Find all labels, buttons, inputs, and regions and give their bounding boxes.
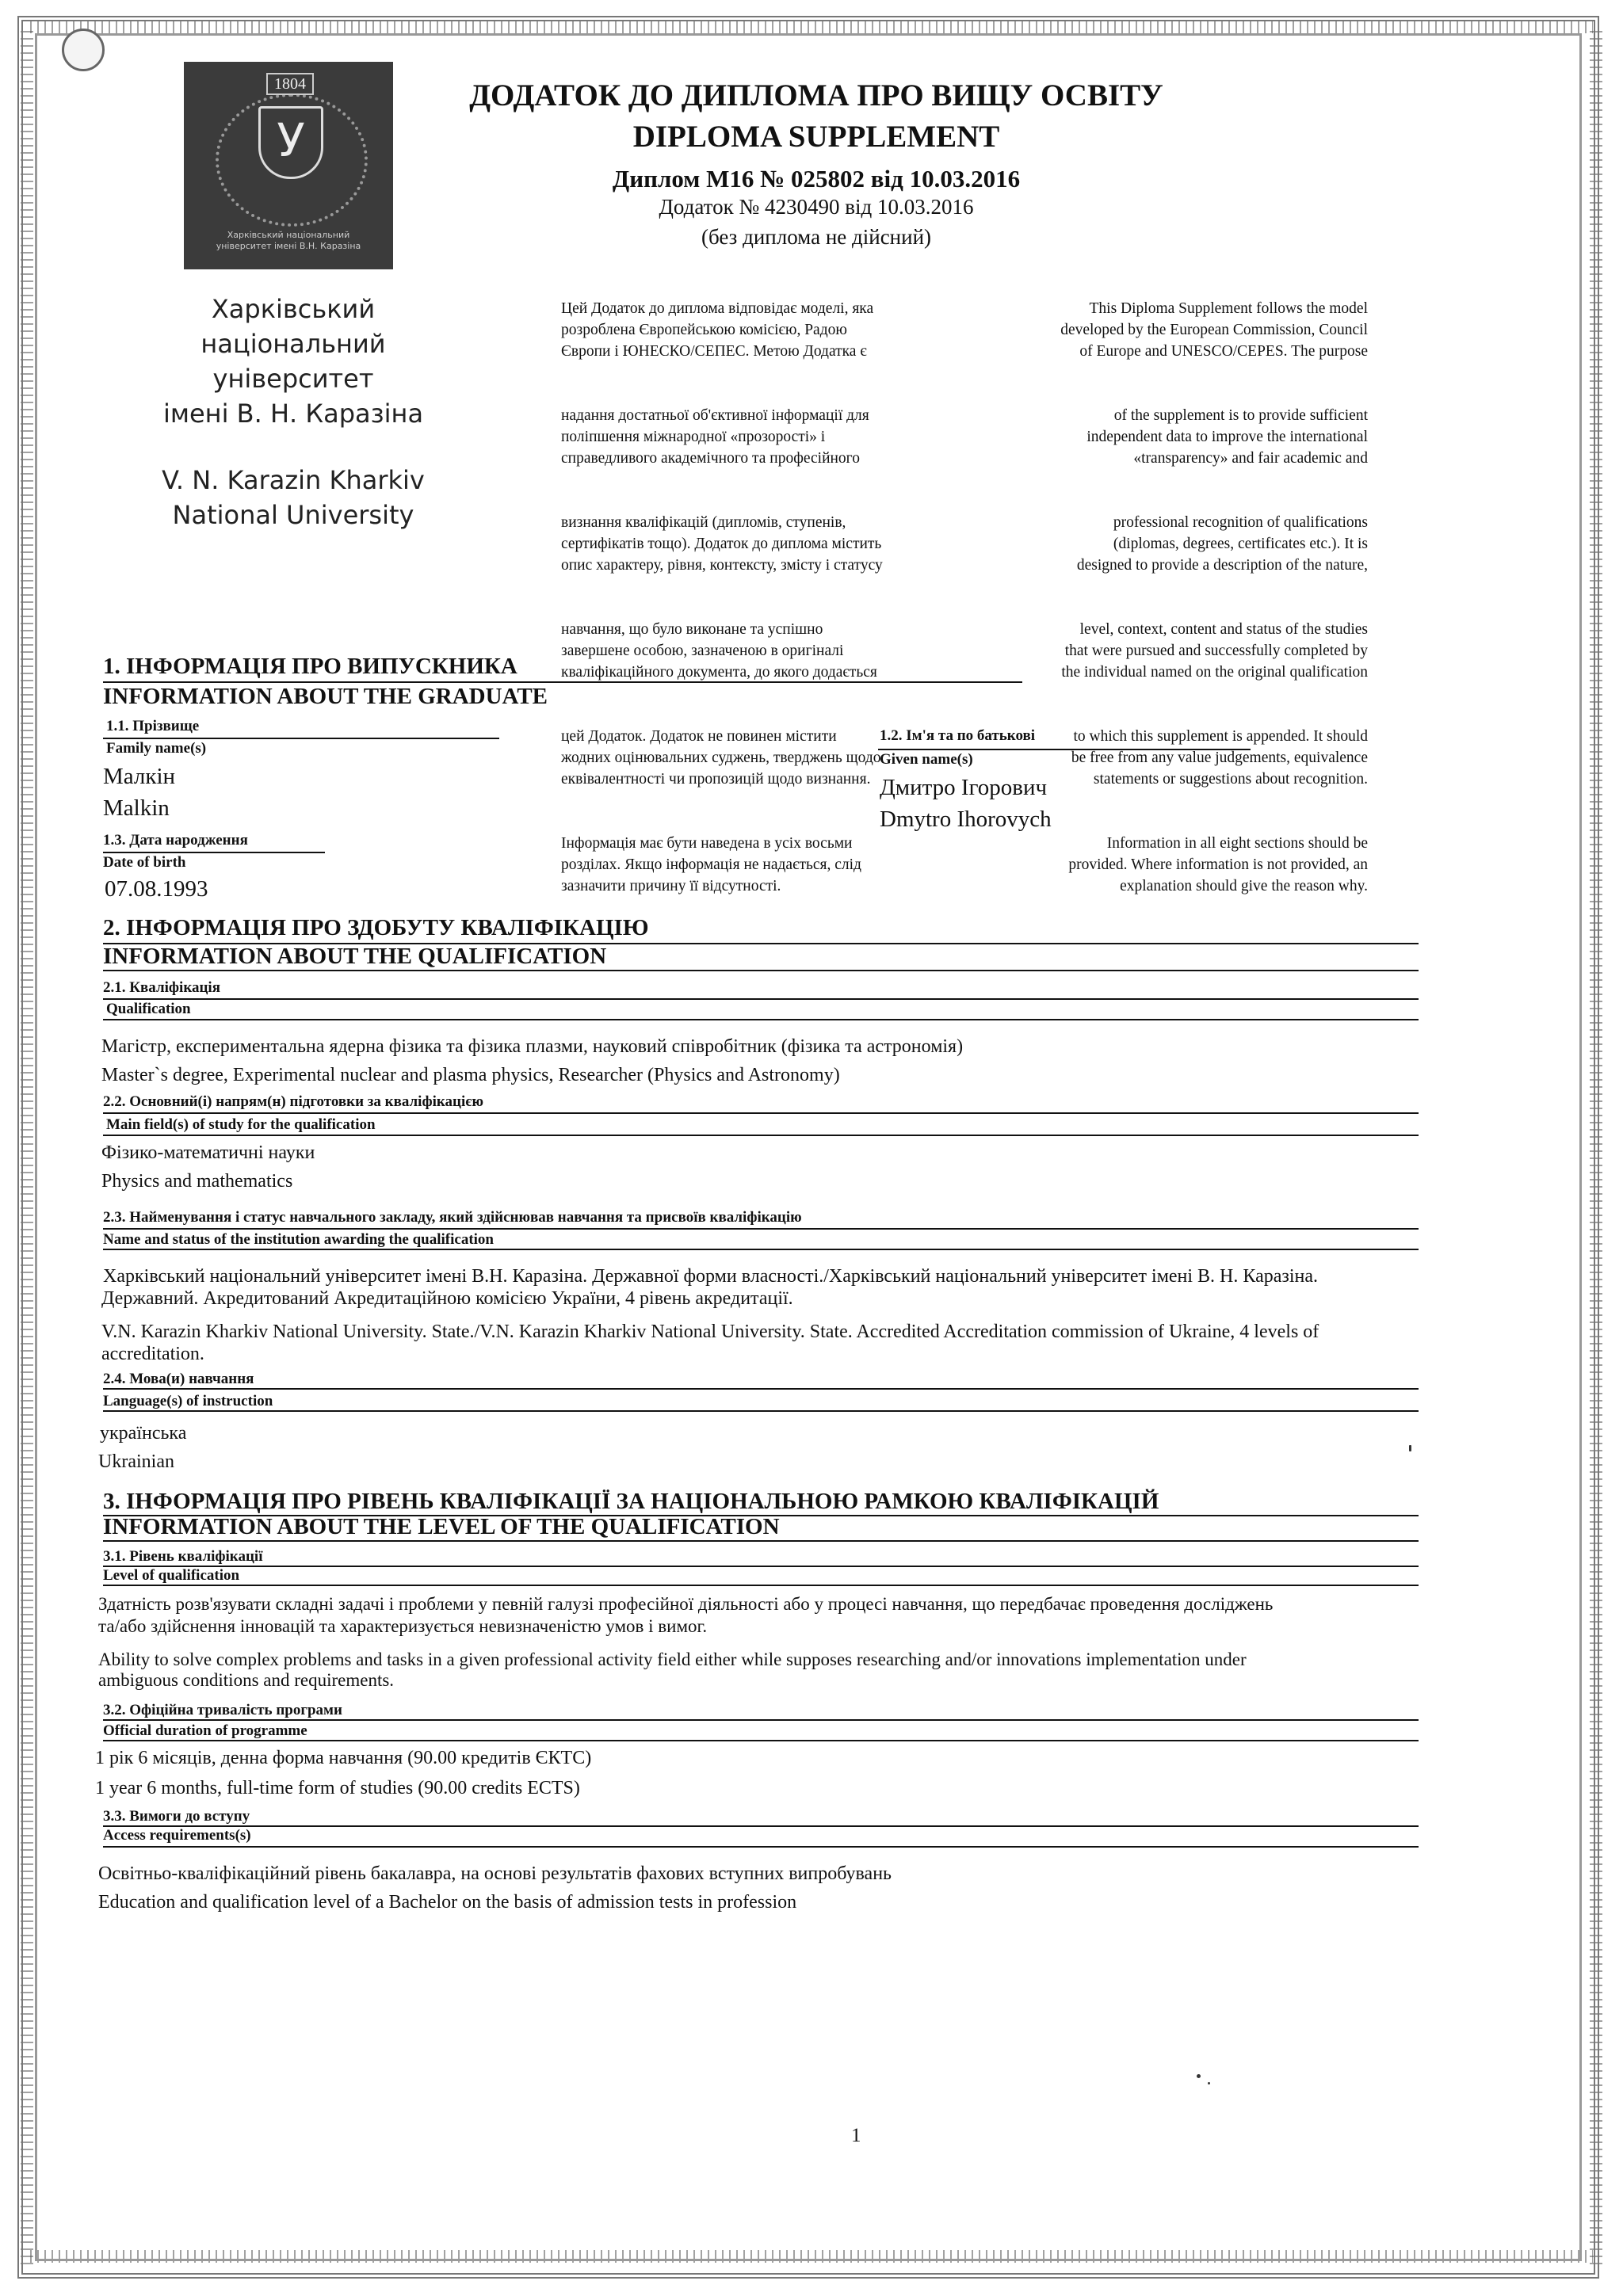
given-name-uk: Дмитро Ігорович — [880, 775, 1048, 800]
language-label-en: Language(s) of instruction — [103, 1393, 273, 1409]
divider — [103, 1846, 1419, 1848]
divider — [103, 1135, 1419, 1136]
document-title-en: DIPLOMA SUPPLEMENT — [632, 120, 1000, 154]
divider — [103, 1740, 1419, 1741]
section1-title-uk: 1. ІНФОРМАЦІЯ ПРО ВИПУСКНИКА — [103, 654, 517, 679]
institution-label-en: Name and status of the institution awarding the qualification — [103, 1231, 494, 1248]
language-en: Ukrainian — [98, 1451, 174, 1472]
access-label-uk: 3.3. Вимоги до вступу — [103, 1808, 250, 1825]
divider — [103, 1112, 1419, 1114]
qualification-label-en: Qualification — [106, 1001, 191, 1017]
logo-caption: Харківський національний університет імені В.Н. Каразіна — [216, 230, 361, 251]
duration-label-uk: 3.2. Офіційна тривалість програми — [103, 1702, 342, 1718]
level-en-line2: ambiguous conditions and requirements. — [98, 1670, 395, 1690]
shield-icon: У — [258, 106, 323, 179]
diploma-number: Диплом М16 № 025802 від 10.03.2016 — [612, 165, 1021, 193]
divider — [103, 970, 1419, 971]
access-en: Education and qualification level of a Bachelor on the basis of admission tests in profession — [98, 1892, 797, 1913]
field-uk: Фізико-математичні науки — [101, 1142, 315, 1163]
divider — [103, 1388, 1419, 1390]
institution-uk-line2: Державний. Акредитований Акредитаційною комісією України, 4 рівень акредитації. — [101, 1288, 793, 1309]
logo-year: 1804 — [266, 73, 314, 95]
section2-title-uk: 2. ІНФОРМАЦІЯ ПРО ЗДОБУТУ КВАЛІФІКАЦІЮ — [103, 915, 649, 940]
family-name-uk: Малкін — [103, 764, 176, 789]
given-name-label-en: Given name(s) — [880, 751, 973, 768]
level-uk-line2: та/або здійснення інновацій та характеризується невизначеністю умов і вимог. — [98, 1616, 708, 1636]
family-name-en: Malkin — [103, 795, 170, 821]
qualification-en: Master`s degree, Experimental nuclear and plasma physics, Researcher (Physics and Astronomy) — [101, 1065, 840, 1085]
divider — [103, 852, 325, 853]
given-name-en: Dmytro Ihorovych — [880, 807, 1052, 832]
field-en: Physics and mathematics — [101, 1171, 293, 1192]
given-name-label-uk: 1.2. Ім'я та по батькові — [880, 727, 1036, 744]
qualification-label-uk: 2.1. Кваліфікація — [103, 979, 220, 996]
access-label-en: Access requirements(s) — [103, 1827, 251, 1844]
duration-en: 1 year 6 months, full-time form of studies (90.00 credits ECTS) — [95, 1778, 580, 1798]
duration-label-en: Official duration of programme — [103, 1722, 307, 1739]
divider — [878, 749, 1251, 750]
dob-value: 07.08.1993 — [105, 876, 208, 902]
divider — [103, 998, 1419, 1000]
university-name-en: V. N. Karazin Kharkiv National University — [162, 465, 425, 530]
language-label-uk: 2.4. Мова(и) навчання — [103, 1371, 254, 1387]
intro-text-en: This Diploma Supplement follows the model developed by the European Commission, Council of Europe and UNESCO/CEPES. The purpose of the supplement is to provide sufficient independent data to improve the international «transparency» and fair academic and professional recognition of qualifications (diplomas, degrees, certificates etc.). It is designed to provide a description of the nature, level, context, content and status of the studies that were pursued and successfully completed by the individual named on the original qualification to which this supplement is appended. It should be free from any value judgements, equivalence statements or suggestions about recognition. Information in all eight sections should be provided. Where information is not provided, an explanation should give the reason why. — [1060, 300, 1368, 894]
dob-label-en: Date of birth — [103, 854, 186, 871]
family-name-label-en: Family name(s) — [106, 740, 207, 757]
not-valid-note: (без диплома не дійсний) — [701, 225, 932, 249]
language-uk: українська — [100, 1423, 187, 1444]
divider — [103, 1410, 1419, 1412]
scan-speck — [1197, 2074, 1201, 2078]
qualification-uk: Магістр, експериментальна ядерна фізика та фізика плазми, науковий співробітник (фізика та астрономія) — [101, 1036, 964, 1057]
scan-speck — [1208, 2082, 1210, 2084]
divider — [103, 1566, 1419, 1567]
level-label-en: Level of qualification — [103, 1567, 240, 1584]
section1-title-en: INFORMATION ABOUT THE GRADUATE — [103, 684, 548, 709]
field-label-en: Main field(s) of study for the qualification — [106, 1116, 376, 1133]
family-name-label-uk: 1.1. Прізвище — [106, 718, 200, 734]
university-logo — [184, 62, 393, 269]
institution-en-line2: accreditation. — [101, 1344, 204, 1364]
divider — [103, 1249, 1419, 1250]
duration-uk: 1 рік 6 місяців, денна форма навчання (90.00 кредитів ЄКТС) — [95, 1748, 592, 1768]
institution-uk-line1: Харківський національний університет імені В.Н. Каразіна. Державної форми власності./Харківський національний університет імені В. Н. Каразіна. — [103, 1266, 1319, 1287]
level-uk-line1: Здатність розв'язувати складні задачі і проблеми у певній галузі професійної діяльності або у процесі навчання, що передбачає проведення досліджень — [98, 1594, 1274, 1614]
divider — [103, 1719, 1419, 1721]
supplement-number: Додаток № 4230490 від 10.03.2016 — [659, 195, 974, 219]
divider — [103, 1585, 1419, 1586]
divider — [103, 1540, 1419, 1542]
access-uk: Освітньо-кваліфікаційний рівень бакалавра, на основі результатів фахових вступних випробувань — [98, 1863, 892, 1884]
institution-label-uk: 2.3. Найменування і статус навчального закладу, який здійснював навчання та присвоїв кваліфікацію — [103, 1209, 802, 1226]
level-label-uk: 3.1. Рівень кваліфікації — [103, 1548, 263, 1565]
document-title-uk: ДОДАТОК ДО ДИПЛОМА ПРО ВИЩУ ОСВІТУ — [469, 78, 1163, 113]
field-label-uk: 2.2. Основний(і) напрям(н) підготовки за кваліфікацією — [103, 1093, 484, 1110]
intro-text-uk: Цей Додаток до диплома відповідає моделі, яка розроблена Європейською комісією, Радою Європи і ЮНЕСКО/СЕПЕС. Метою Додатка є надання достатньої об'єктивної інформації для поліпшення міжнародної «прозорості» і справедливого академічного та професійного визнання кваліфікацій (дипломів, ступенів, сертифікатів тощо). Додаток до диплома містить опис характеру, рівня, контексту, змісту і статусу навчання, що було виконане та успішно завершене особою, зазначеною в оригіналі кваліфікаційного документа, до якого додається цей Додаток. Додаток не повинен містити жодних оцінювальних суджень, тверджень щодо еквівалентності чи пропозицій щодо визнання. Інформація має бути наведена в усіх восьми розділах. Якщо інформація не надається, слід зазначити причину її відсутності. — [561, 300, 883, 894]
punch-hole — [62, 29, 105, 71]
divider — [103, 1825, 1419, 1827]
divider — [103, 1228, 1419, 1230]
section3-title-en: INFORMATION ABOUT THE LEVEL OF THE QUALIFICATION — [103, 1514, 780, 1539]
institution-en-line1: V.N. Karazin Kharkiv National University. State./V.N. Karazin Kharkiv National University. State. Accredited Accreditation commission of Ukraine, 4 levels of — [101, 1322, 1319, 1342]
dob-label-uk: 1.3. Дата народження — [103, 832, 248, 849]
divider — [103, 738, 499, 739]
level-en-line1: Ability to solve complex problems and tasks in a given professional activity field either while supposes researching and/or innovations implementation under — [98, 1650, 1247, 1669]
scan-speck — [1409, 1445, 1411, 1451]
university-name-uk: Харківський національний університет імені В. Н. Каразіна — [162, 294, 424, 429]
section2-title-en: INFORMATION ABOUT THE QUALIFICATION — [103, 944, 607, 969]
section3-title-uk: 3. ІНФОРМАЦІЯ ПРО РІВЕНЬ КВАЛІФІКАЦІЇ ЗА НАЦІОНАЛЬНОЮ РАМКОЮ КВАЛІФІКАЦІЙ — [103, 1489, 1159, 1514]
page-number: 1 — [851, 2125, 861, 2146]
divider — [103, 1019, 1419, 1020]
